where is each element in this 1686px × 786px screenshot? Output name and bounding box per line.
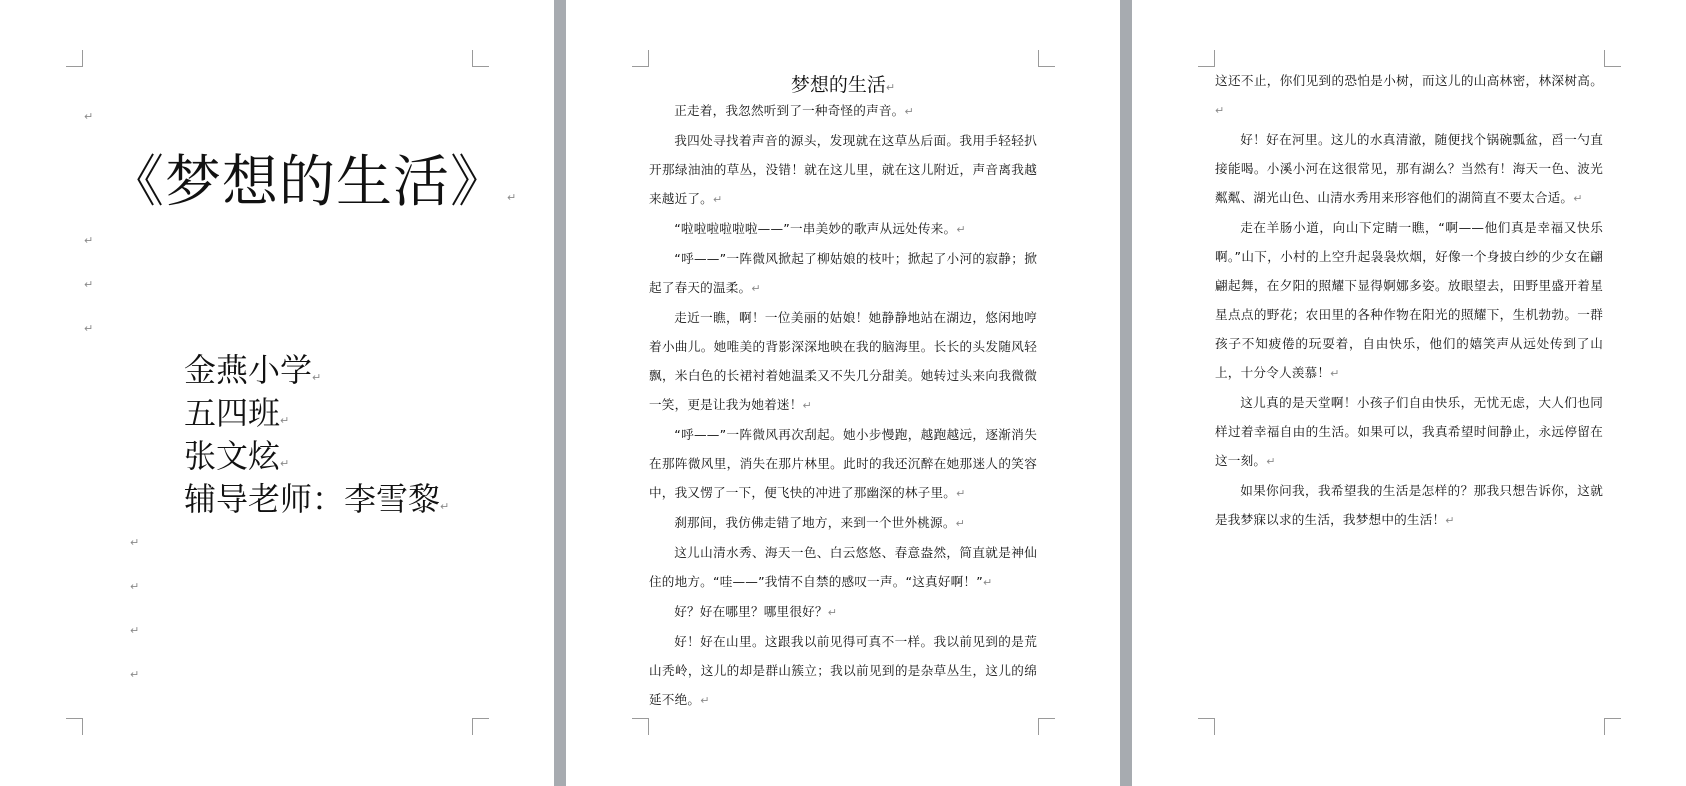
paragraph-mark: ↵ xyxy=(84,322,94,335)
paragraph-mark: ↵ xyxy=(712,193,723,206)
paragraph-mark: ↵ xyxy=(956,487,966,500)
page-corner-mark xyxy=(632,718,649,735)
paragraph xyxy=(649,627,1037,715)
paragraph xyxy=(1215,125,1603,213)
cover-teacher xyxy=(184,474,449,520)
page-corner-mark xyxy=(1038,50,1055,67)
page3-body[interactable] xyxy=(1215,66,1603,535)
paragraph-mark: ↵ xyxy=(130,536,140,549)
cover-teacher-text: 辅导老师：李雪黎 xyxy=(184,480,441,518)
paragraph xyxy=(1215,388,1603,476)
paragraph-text: 好！好在河里。这儿的水真清澈，随便找个锅碗瓢盆，舀一勺直接能喝。小溪小河在这很常见，那有湖么？当然有！海天一色、波光粼粼、湖光山色、山清水秀用来形容他们的湖简直不要太合适。 xyxy=(1215,132,1603,205)
paragraph-mark: ↵ xyxy=(130,668,140,681)
cover-author-text: 张文炫 xyxy=(184,437,281,475)
paragraph-mark: ↵ xyxy=(885,81,896,94)
paragraph-text: 如果你问我，我希望我的生活是怎样的？那我只想告诉你，这就是我梦寐以求的生活，我梦想中的生活！ xyxy=(1215,483,1603,527)
paragraph-mark: ↵ xyxy=(956,223,966,236)
paragraph-mark: ↵ xyxy=(700,694,710,707)
paragraph-mark: ↵ xyxy=(1330,367,1340,380)
paragraph xyxy=(649,126,1037,214)
paragraph-text: 我四处寻找着声音的源头，发现就在这草丛后面。我用手轻轻扒开那绿油油的草丛，没错！就在这儿里，就在这儿附近，声音离我越来越近了。 xyxy=(649,133,1037,206)
cover-school-text: 金燕小学 xyxy=(184,351,313,389)
paragraph xyxy=(649,508,1037,538)
cover-title xyxy=(108,138,517,218)
paragraph-mark: ↵ xyxy=(982,576,993,589)
paragraph xyxy=(649,244,1037,303)
paragraph-mark: ↵ xyxy=(130,580,140,593)
paragraph-mark: ↵ xyxy=(955,517,966,530)
paragraph-text: 好？好在哪里？哪里很好？ xyxy=(674,604,828,619)
paragraph-mark: ↵ xyxy=(1215,104,1225,117)
page-corner-mark xyxy=(472,50,489,67)
paragraph-mark: ↵ xyxy=(280,414,290,427)
paragraph-mark: ↵ xyxy=(1573,192,1583,205)
page-corner-mark xyxy=(472,718,489,735)
paragraph-text: 正走着，我忽然听到了一种奇怪的声音。 xyxy=(674,103,905,118)
paragraph-mark: ↵ xyxy=(751,282,761,295)
paragraph-mark: ↵ xyxy=(507,191,518,204)
paragraph xyxy=(1215,213,1603,388)
document-page-cover[interactable] xyxy=(0,0,554,786)
paragraph xyxy=(649,538,1037,597)
paragraph-mark: ↵ xyxy=(827,606,838,619)
paragraph xyxy=(649,96,1037,126)
page-corner-mark xyxy=(1038,718,1055,735)
paragraph-mark: ↵ xyxy=(440,500,450,513)
cover-school xyxy=(184,345,321,391)
paragraph-mark: ↵ xyxy=(1266,455,1276,468)
paragraph-text: 好！好在山里。这跟我以前见得可真不一样。我以前见到的是荒山秃岭，这儿的却是群山簇立；我以前见到的是杂草丛生，这儿的绵延不绝。 xyxy=(649,634,1037,707)
paragraph-mark: ↵ xyxy=(130,624,140,637)
paragraph xyxy=(649,420,1037,508)
cover-author xyxy=(184,431,289,477)
paragraph xyxy=(1215,66,1603,125)
document-page-2[interactable] xyxy=(566,0,1120,786)
cover-class-text: 五四班 xyxy=(184,394,281,432)
paragraph-text: 刹那间，我仿佛走错了地方，来到一个世外桃源。 xyxy=(674,515,956,530)
page-corner-mark xyxy=(1604,718,1621,735)
paragraph-mark: ↵ xyxy=(904,105,914,118)
paragraph xyxy=(649,214,1037,244)
document-title xyxy=(566,70,1120,97)
paragraph-mark: ↵ xyxy=(280,457,290,470)
page-corner-mark xyxy=(632,50,649,67)
paragraph-text: 走近一瞧，啊！一位美丽的姑娘！她静静地站在湖边，悠闲地哼着小曲儿。她唯美的背影深深地映在我的脑海里。长长的头发随风轻飘，米白色的长裙衬着她温柔又不失几分甜美。她转过头来向我微微一笑，更是让我为她着迷！ xyxy=(649,310,1037,412)
page-corner-mark xyxy=(1198,50,1215,67)
paragraph-mark: ↵ xyxy=(1445,514,1455,527)
paragraph-text: 走在羊肠小道，向山下定睛一瞧，“啊——他们真是幸福又快乐啊。”山下，小村的上空升起袅袅炊烟，好像一个身披白纱的少女在翩翩起舞，在夕阳的照耀下显得婀娜多姿。放眼望去，田野里盛开着星星点点的野花；农田里的各种作物在阳光的照耀下，生机勃勃。一群孩子不知疲倦的玩耍着，自由快乐，他们的嬉笑声从远处传到了山上，十分令人羡慕！ xyxy=(1215,220,1603,380)
paragraph-text: “呼——”一阵微风再次刮起。她小步慢跑，越跑越远，逐渐消失在那阵微风里，消失在那片林里。此时的我还沉醉在她那迷人的笑容中，我又愣了一下，便飞快的冲进了那幽深的林子里。 xyxy=(649,427,1037,500)
page2-body[interactable] xyxy=(649,96,1037,715)
document-page-3[interactable] xyxy=(1132,0,1686,786)
paragraph-mark: ↵ xyxy=(802,399,812,412)
cover-class xyxy=(184,388,289,434)
paragraph-mark: ↵ xyxy=(84,234,94,247)
paragraph-text: 这儿真的是天堂啊！小孩子们自由快乐，无忧无虑，大人们也同样过着幸福自由的生活。如果可以，我真希望时间静止，永远停留在这一刻。 xyxy=(1215,395,1603,468)
page-corner-mark xyxy=(66,50,83,67)
page-corner-mark xyxy=(1604,50,1621,67)
page-corner-mark xyxy=(1198,718,1215,735)
paragraph-mark: ↵ xyxy=(84,278,94,291)
document-title-text: 梦想的生活 xyxy=(790,74,886,96)
paragraph-text: “啦啦啦啦啦啦——”一串美妙的歌声从远处传来。 xyxy=(674,221,957,236)
paragraph xyxy=(649,303,1037,420)
paragraph-text: “呼——”一阵微风掀起了柳姑娘的枝叶；掀起了小河的寂静；掀起了春天的温柔。 xyxy=(649,251,1037,295)
page-corner-mark xyxy=(66,718,83,735)
paragraph-mark: ↵ xyxy=(312,371,322,384)
paragraph-text: 这还不止，你们见到的恐怕是小树，而这儿的山高林密，林深树高。 xyxy=(1215,73,1603,88)
paragraph xyxy=(649,597,1037,627)
cover-title-text: 《梦想的生活》 xyxy=(108,150,507,215)
paragraph-mark: ↵ xyxy=(84,110,94,123)
paragraph xyxy=(1215,476,1603,535)
paragraph-text: 这儿山清水秀、海天一色、白云悠悠、春意盎然，简直就是神仙住的地方。“哇——”我情不自禁的感叹一声。“这真好啊！” xyxy=(649,545,1037,589)
